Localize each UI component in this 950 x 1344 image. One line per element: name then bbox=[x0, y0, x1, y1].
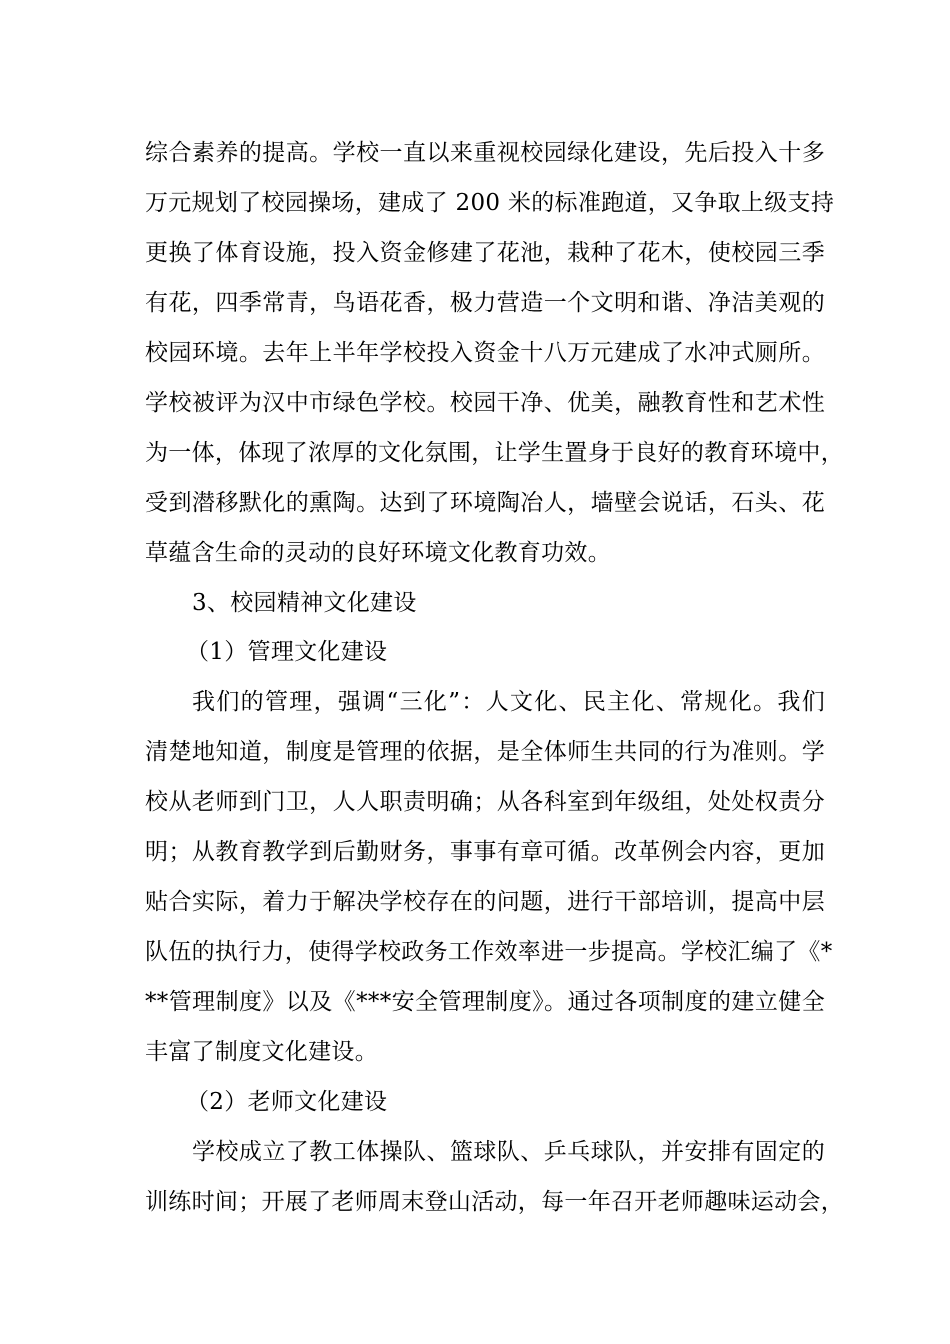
paragraph-first-line: 我们的管理，强调“三化”：人文化、民主化、常规化。我们 bbox=[192, 689, 825, 715]
body-line-last: 丰富了制度文化建设。 bbox=[145, 1039, 378, 1065]
body-line: 综合素养的提高。学校一直以来重视校园绿化建设，先后投入十多 bbox=[145, 140, 825, 166]
body-line: 清楚地知道，制度是管理的依据，是全体师生共同的行为准则。学 bbox=[145, 739, 825, 765]
body-line: 有花，四季常青，鸟语花香，极力营造一个文明和谐、净洁美观的 bbox=[145, 290, 825, 316]
body-line: 学校被评为汉中市绿色学校。校园干净、优美，融教育性和艺术性 bbox=[145, 390, 825, 416]
subsection-heading: （2）老师文化建设 bbox=[186, 1089, 388, 1115]
body-line: 万元规划了校园操场，建成了 200 米的标准跑道，又争取上级支持 bbox=[145, 190, 835, 216]
section-heading: 3、校园精神文化建设 bbox=[192, 590, 417, 616]
paragraph-first-line: 学校成立了教工体操队、篮球队、乒乓球队，并安排有固定的 bbox=[192, 1139, 825, 1165]
body-line: 明；从教育教学到后勤财务，事事有章可循。改革例会内容，更加 bbox=[145, 839, 825, 865]
body-line: 贴合实际，着力于解决学校存在的问题，进行干部培训，提高中层 bbox=[145, 889, 825, 915]
subsection-heading: （1）管理文化建设 bbox=[186, 639, 388, 665]
body-line-last: 草蕴含生命的灵动的良好环境文化教育功效。 bbox=[145, 540, 611, 566]
body-line: **管理制度》以及《***安全管理制度》。通过各项制度的建立健全 bbox=[145, 989, 825, 1015]
body-line: 校园环境。去年上半年学校投入资金十八万元建成了水冲式厕所。 bbox=[145, 340, 825, 366]
body-line: 更换了体育设施，投入资金修建了花池，栽种了花木，使校园三季 bbox=[145, 240, 825, 266]
body-line: 校从老师到门卫，人人职责明确；从各科室到年级组，处处权责分 bbox=[145, 789, 825, 815]
body-line: 队伍的执行力，使得学校政务工作效率进一步提高。学校汇编了《* bbox=[145, 939, 833, 965]
body-line: 为一体，体现了浓厚的文化氛围，让学生置身于良好的教育环境中， bbox=[145, 440, 844, 466]
body-line: 受到潜移默化的熏陶。达到了环境陶冶人，墙壁会说话，石头、花 bbox=[145, 490, 825, 516]
body-line: 训练时间；开展了老师周末登山活动，每一年召开老师趣味运动会， bbox=[145, 1189, 844, 1215]
